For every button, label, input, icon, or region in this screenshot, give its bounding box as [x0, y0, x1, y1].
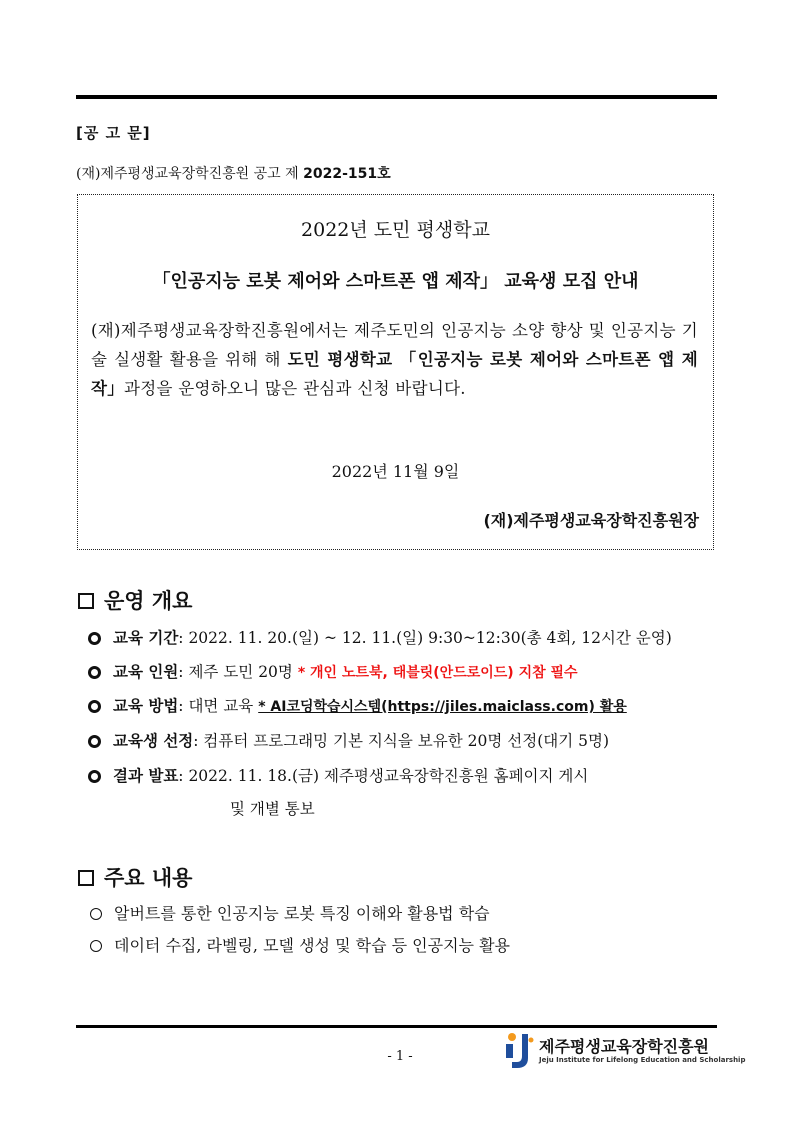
- section-overview-title: [78, 585, 192, 615]
- overview-item-capacity: [88, 660, 578, 682]
- institute-logo-english: Jeju Institute for Lifelong Education and Scholarship: [539, 1056, 746, 1064]
- item-text: : 2022. 11. 20.(일) ~ 12. 11.(일) 9:30~12:30(총 4회, 12시간 운영): [178, 629, 672, 647]
- bullet-circle-icon: [88, 700, 101, 713]
- item-label: 교육생 선정: [113, 732, 194, 750]
- institute-logo: [504, 1032, 746, 1072]
- section-overview-label: 운영 개요: [104, 589, 193, 613]
- item-label: 교육 인원: [113, 663, 179, 681]
- notice-number: [76, 163, 391, 183]
- announcement-subtitle: 「인공지능 로봇 제어와 스마트폰 앱 제작」 교육생 모집 안내: [152, 271, 639, 292]
- bullet-circle-icon: [88, 735, 101, 748]
- page-number: - 1 -: [387, 1049, 413, 1064]
- contents-item: [90, 933, 510, 956]
- announcement-title: 2022년 도민 평생학교: [301, 219, 490, 241]
- overview-item-method: [88, 694, 627, 716]
- bullet-circle-icon: [88, 666, 101, 679]
- overview-item-period: [88, 626, 672, 648]
- top-rule: [76, 95, 717, 99]
- bullet-circle-outline-icon: [90, 908, 102, 920]
- bullet-circle-icon: [88, 632, 101, 645]
- item-label: 교육 기간: [113, 629, 179, 647]
- contents-item-text: 데이터 수집, 라벨링, 모델 생성 및 학습 등 인공지능 활용: [114, 936, 510, 955]
- announcement-signature: (재)제주평생교육장학진흥원장: [483, 511, 699, 530]
- bullet-circle-outline-icon: [90, 940, 102, 952]
- announcement-box: [77, 194, 714, 550]
- item-text: : 대면 교육: [178, 697, 259, 715]
- announcement-date: 2022년 11월 9일: [331, 462, 460, 481]
- overview-item-selection: [88, 729, 609, 751]
- checkbox-square-icon: [78, 870, 94, 886]
- institute-logo-mark-icon: [504, 1032, 534, 1070]
- body-text-start: (재)제주평생교육장학진흥원에서는 제주도민의 인공지능 소양 향상 및 인공지능 기술 실생활 활용을 위해 해: [91, 321, 698, 369]
- section-contents-label: 주요 내용: [104, 866, 193, 890]
- overview-item-result-continuation: 및 개별 통보: [230, 800, 315, 818]
- item-text: : 2022. 11. 18.(금) 제주평생교육장학진흥원 홈페이지 게시: [178, 767, 589, 785]
- overview-item-result: [88, 764, 588, 786]
- notice-label: [공 고 문]: [76, 124, 151, 142]
- item-label: 결과 발표: [113, 767, 179, 785]
- bottom-rule: [76, 1025, 717, 1028]
- institute-logo-name: 제주평생교육장학진흥원: [539, 1037, 710, 1056]
- item-text: : 컴퓨터 프로그래밍 기본 지식을 보유한 20명 선정(대기 5명): [193, 732, 609, 750]
- checkbox-square-icon: [78, 593, 94, 609]
- body-text-program: 도민 평생학교 「인공지능 로봇 제어와 스마트폰 앱 제작」: [91, 350, 698, 398]
- body-text-end: 과정을 운영하오니 많은 관심과 신청 바랍니다.: [124, 379, 466, 398]
- announcement-body: [91, 316, 698, 403]
- notice-number-value: 2022-151호: [303, 166, 391, 182]
- contents-item: [90, 901, 490, 924]
- item-note-required: * 개인 노트북, 태블릿(안드로이드) 지참 필수: [297, 665, 578, 681]
- bullet-circle-icon: [88, 770, 101, 783]
- notice-number-prefix: (재)제주평생교육장학진흥원 공고 제: [76, 166, 304, 182]
- item-note-link[interactable]: * AI코딩학습시스템(https://jiles.maiclass.com) 활용: [258, 699, 627, 715]
- item-text: : 제주 도민 20명: [178, 663, 298, 681]
- contents-item-text: 알버트를 통한 인공지능 로봇 특징 이해와 활용법 학습: [114, 904, 490, 923]
- item-label: 교육 방법: [113, 697, 179, 715]
- section-contents-title: [78, 862, 192, 892]
